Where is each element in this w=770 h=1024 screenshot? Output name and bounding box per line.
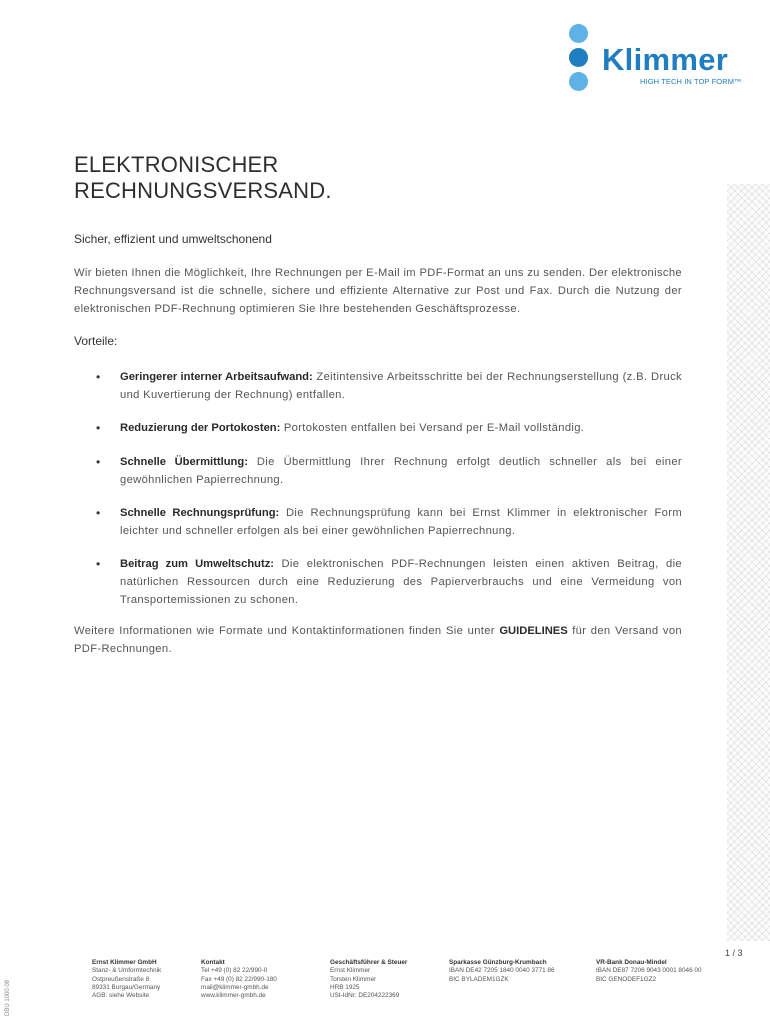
footer-line: Ernst Klimmer: [330, 967, 371, 975]
list-item: [96, 504, 682, 540]
footer-line: USt-IdNr: DE204222369: [330, 992, 400, 1000]
company-logo: Klimmer: [602, 42, 729, 77]
page-number: 1 / 3: [725, 948, 743, 958]
advantage-text: Die Übermittlung Ihrer Rechnung erfolgt deutlich schneller als bei einer gewöhnlichen Papierrechnung.: [120, 456, 682, 486]
document-id: DBU 1000 08: [5, 979, 11, 1016]
footer-line: BIC BYLADEM1GZK: [449, 975, 509, 983]
footer-management: [330, 959, 407, 1000]
footer-heading: VR-Bank Donau-Mindel: [596, 959, 667, 966]
footer-line: Torsten Klimmer: [330, 975, 377, 983]
bullet-icon: •: [96, 557, 101, 571]
logo-tagline: HIGH TECH IN TOP FORM™: [640, 77, 742, 86]
bullet-icon: •: [96, 421, 101, 435]
guidelines-link[interactable]: GUIDELINES: [499, 625, 568, 637]
advantage-text: Zeitintensive Arbeitsschritte bei der Rechnungserstellung (z.B. Druck und Kuvertierung der Rechnung) entfallen.: [120, 371, 682, 401]
advantage-title: Schnelle Rechnungsprüfung:: [120, 507, 280, 519]
bullet-icon: •: [96, 506, 101, 520]
decorative-pattern-strip: [727, 184, 770, 941]
document-title: [74, 152, 494, 204]
advantages-heading: Vorteile:: [74, 334, 118, 348]
footer-line: HRB 1925: [330, 983, 360, 991]
closing-text: für den Versand von PDF-Rechnungen.: [74, 625, 682, 655]
footer-website[interactable]: www.klimmer-gmbh.de: [201, 992, 266, 1000]
list-item: [96, 368, 682, 404]
intro-paragraph: Wir bieten Ihnen die Möglichkeit, Ihre Rechnungen per E-Mail im PDF-Format an uns zu senden. Der elektronische Rechnungsversand ist die schnelle, sichere und effiziente Alternative zur Post und Fax. Durch die Nutzung der elektronischen PDF-Rechnung optimieren Sie Ihre bestehenden Geschäftsprozesse.: [74, 267, 682, 315]
footer-line: 89331 Burgau/Germany: [92, 983, 161, 991]
title-line: RECHNUNGSVERSAND.: [74, 178, 332, 203]
advantage-title: Geringerer interner Arbeitsaufwand:: [120, 371, 313, 383]
list-item: [96, 453, 682, 489]
footer-email[interactable]: mail@klimmer-gmbh.de: [201, 983, 269, 991]
footer-heading: Kontakt: [201, 959, 225, 966]
footer-bank-sparkasse: [449, 959, 555, 984]
list-item: [96, 555, 682, 609]
footer-contact: [201, 959, 277, 1000]
closing-text: Weitere Informationen wie Formate und Kontaktinformationen finden Sie unter: [74, 625, 500, 637]
advantage-title: Schnelle Übermittlung:: [120, 456, 248, 468]
footer-heading: Sparkasse Günzburg-Krumbach: [449, 959, 547, 966]
footer-line: IBAN DE42 7205 1840 0040 3771 86: [449, 967, 555, 975]
footer-bank-vr: [596, 959, 702, 984]
footer-line: AGB: siehe Website: [92, 992, 150, 1000]
advantage-text: Die elektronischen PDF-Rechnungen leisten einen aktiven Beitrag, die natürlichen Ressourcen durch eine Reduzierung des Papierverbrauchs und eine Vermeidung von Transportemissionen zu schonen.: [120, 558, 683, 606]
footer-line: BIC GENODEF1GZ2: [596, 975, 657, 983]
footer-line: IBAN DE87 7206 9043 0001 8046 00: [596, 967, 702, 975]
footer-company: [92, 959, 161, 1000]
logo-dot: [569, 72, 588, 91]
advantage-title: Beitrag zum Umweltschutz:: [120, 558, 275, 570]
list-item: [96, 419, 682, 437]
footer-heading: Geschäftsführer & Steuer: [330, 959, 408, 966]
subtitle: Sicher, effizient und umweltschonend: [74, 232, 272, 246]
logo-dot: [569, 24, 588, 43]
advantage-text: Portokosten entfallen bei Versand per E-Mail vollständig.: [280, 422, 585, 434]
logo-dots: [567, 24, 593, 94]
footer-line: Tel +49 (0) 82 22/990-0: [201, 967, 268, 975]
footer-line: Ostpreußenstraße 8: [92, 975, 150, 983]
closing-paragraph: [74, 622, 682, 658]
advantage-title: Reduzierung der Portokosten:: [120, 422, 281, 434]
footer-line: Fax +49 (0) 82 22/990-180: [201, 975, 277, 983]
title-line: ELEKTRONISCHER: [74, 152, 279, 177]
bullet-icon: •: [96, 370, 101, 384]
advantage-text: Die Rechnungsprüfung kann bei Ernst Klimmer in elektronischer Form leichter und schneller erfolgen als bei einer gewöhnlichen Papierrechnung.: [120, 507, 682, 537]
logo-dot: [569, 48, 588, 67]
footer-heading: Ernst Klimmer GmbH: [92, 959, 157, 966]
footer-line: Stanz- & Umformtechnik: [92, 967, 162, 975]
bullet-icon: •: [96, 455, 101, 469]
